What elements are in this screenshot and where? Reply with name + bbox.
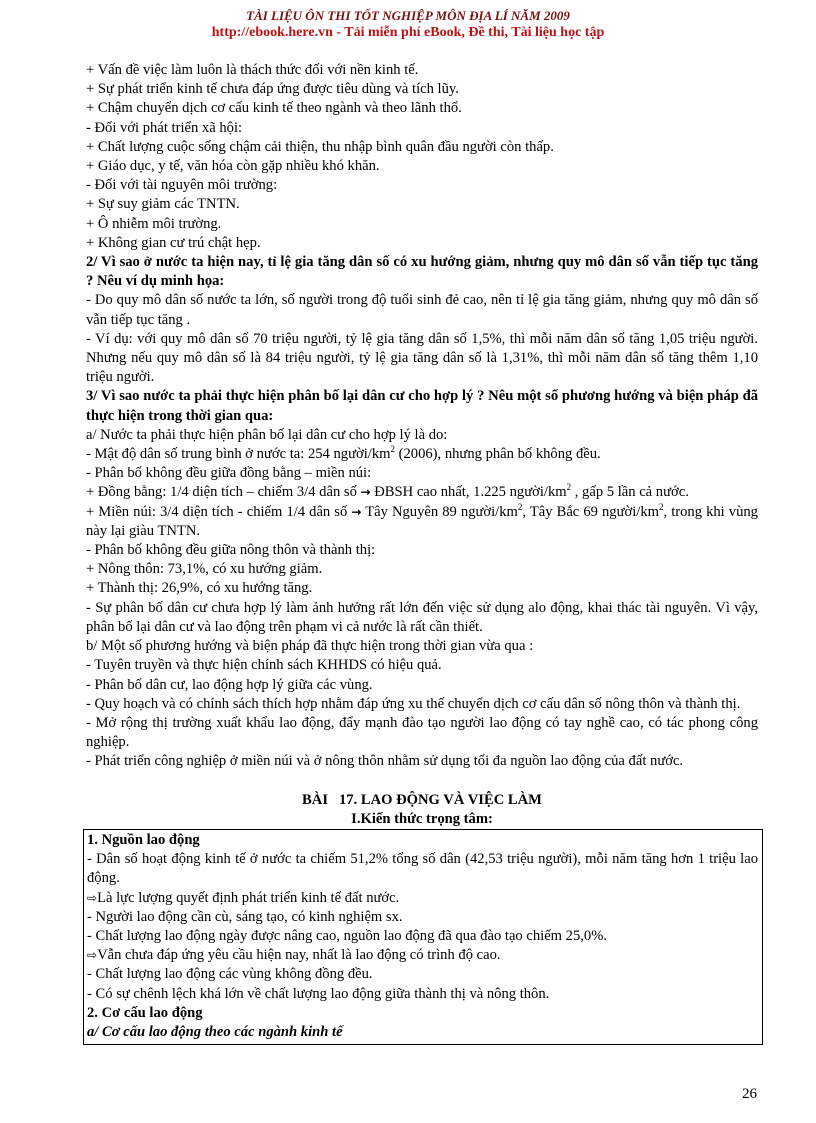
right-arrow-icon: → <box>351 504 362 519</box>
right-arrow-icon: → <box>360 485 371 500</box>
text-line: + Chất lượng cuộc sống chậm cải thiện, thu nhập bình quân đầu người còn thấp. <box>86 138 554 155</box>
superscript: 2 <box>658 501 664 512</box>
text-line: - Phát triển công nghiệp ở miền núi và ở nông thôn nhằm sử dụng tối đa nguồn lao động của đất nước. <box>86 753 684 770</box>
text-line: + Đồng bằng: 1/4 diện tích – chiếm 3/4 dân số → ĐBSH cao nhất, 1.225 người/$km^2$ , gấp 5 lần cả nước. <box>86 482 689 501</box>
text-line: - Quy hoạch và có chính sách thích hợp nhằm đáp ứng xu thế chuyển dịch cơ cấu dân số nông thôn và thành thị. <box>86 695 741 712</box>
summary-box <box>83 829 763 1045</box>
text-line: + Chậm chuyển dịch cơ cấu kinh tế theo ngành và theo lãnh thổ. <box>86 100 462 117</box>
text-line: - Mật độ dân số trung bình ở nước ta: 254 người/$km^2$ (2006), nhưng phân bố không đều. <box>86 444 601 463</box>
text-line: + Nông thôn: 73,1%, có xu hướng giảm. <box>86 561 323 578</box>
document-source-line <box>0 23 816 42</box>
superscript: 2 <box>517 501 523 512</box>
text-line: - Phân bố không đều giữa đồng bằng – miền núi: <box>86 465 372 482</box>
question-2-answer: - Do quy mô dân số nước ta lớn, số người trong độ tuổi sinh đẻ cao, nên tỉ lệ gia tăng giảm, nhưng quy mô dân số vẫn tiếp tục tăng . <box>86 292 758 328</box>
question-2-example: - Ví dụ: với quy mô dân số 70 triệu người, tỷ lệ gia tăng dân số 1,5%, thì mỗi năm dân số tăng 1,05 triệu người. Nhưng nếu quy mô dân số là 84 triệu người, tỷ lệ gia tăng dân số là 1,31%, thì mỗi năm dân số tăng thêm 1,10 triệu người. <box>86 330 758 386</box>
section-heading: 1. Nguồn lao động <box>87 831 200 848</box>
text-line: - Mở rộng thị trường xuất khẩu lao động, đẩy mạnh đào tạo người lao động có tay nghề cao, có tác phong công nghiệp. <box>86 714 758 751</box>
text-line: - Chất lượng lao động các vùng không đồng đều. <box>87 966 373 983</box>
text-line: + Giáo dục, y tế, văn hóa còn gặp nhiều khó khăn. <box>86 158 380 175</box>
hollow-arrow-icon: ⇨ <box>87 890 98 905</box>
text-line: - Sự phân bố dân cư chưa hợp lý làm ảnh hưởng rất lớn đến việc sử dụng alo động, khai thác tài nguyên. Vì vậy, phân bố lại dân cư và lao động trên phạm vi cả nước là rất cần thiết. <box>86 599 758 635</box>
text-line: - Tuyên truyền và thực hiện chính sách KHHDS có hiệu quả. <box>86 657 442 674</box>
text-line: + Ô nhiễm môi trường. <box>86 215 222 232</box>
text-line: - Chất lượng lao động ngày được nâng cao, nguồn lao động đã qua đào tạo chiếm 25,0%. <box>87 927 608 944</box>
question-3-heading: 3/ Vì sao nước ta phải thực hiện phân bố lại dân cư cho hợp lý ? Nêu một số phương hướng và biện pháp đã thực hiện trong thời gian qua: <box>86 388 758 424</box>
text-line: + Thành thị: 26,9%, có xu hướng tăng. <box>86 580 313 597</box>
text-line: a/ Nước ta phải thực hiện phân bố lại dân cư cho hợp lý là do: <box>86 426 448 443</box>
text-line: - Phân bố không đều giữa nông thôn và thành thị: <box>86 542 376 559</box>
text-line: - Đối với tài nguyên môi trường: <box>86 177 278 194</box>
source-link[interactable]: http://ebook.here.vn <box>211 25 333 40</box>
text-line: + Không gian cư trú chật hẹp. <box>86 234 261 251</box>
source-tagline: Tải miễn phí eBook, Đề thi, Tài liệu học tập <box>344 25 605 40</box>
text-line: + Sự phát triển kinh tế chưa đáp ứng được tiêu dùng và tích lũy. <box>86 81 459 98</box>
separator: - <box>332 25 345 40</box>
text-line: + Miền núi: 3/4 diện tích - chiếm 1/4 dân số → Tây Nguyên 89 người/$km^2$, Tây Bắc 69 người/$km^2$, trong khi vùng này lại giàu TNTN. <box>86 501 758 539</box>
lesson-subtitle: I.Kiến thức trọng tâm: <box>351 810 493 827</box>
page-number: 26 <box>742 1086 757 1102</box>
subsection-heading: a/ Cơ cấu lao động theo các ngành kinh tế <box>87 1023 343 1040</box>
main-content <box>86 61 758 1045</box>
text-line: + Vấn đề việc làm luôn là thách thức đối với nền kinh tế. <box>86 62 419 78</box>
text-line: b/ Một số phương hướng và biện pháp đã thực hiện trong thời gian vừa qua : <box>86 638 534 655</box>
document-title: TÀI LIỆU ÔN THI TỐT NGHIỆP MÔN ĐỊA LÍ NĂM 2009 <box>246 8 570 23</box>
text-line: - Dân số hoạt động kinh tế ở nước ta chiếm 51,2% tổng số dân (42,53 triệu người), mỗi năm tăng hơn 1 triệu lao động. <box>87 851 758 887</box>
lesson-title: BÀI 17. LAO ĐỘNG VÀ VIỆC LÀM <box>302 791 542 808</box>
text-line: ⇨Vẫn chưa đáp ứng yêu cầu hiện nay, nhất là lao động có trình độ cao. <box>87 947 501 964</box>
superscript: 2 <box>566 482 572 493</box>
question-2-heading: 2/ Vì sao ở nước ta hiện nay, tỉ lệ gia tăng dân số có xu hướng giảm, nhưng quy mô dân số vẫn tiếp tục tăng ? Nêu ví dụ minh họa: <box>86 254 758 290</box>
text-line: - Người lao động cần cù, sáng tạo, có kinh nghiệm sx. <box>87 908 403 925</box>
text-line: - Phân bố dân cư, lao động hợp lý giữa các vùng. <box>86 676 373 693</box>
superscript: 2 <box>390 444 395 455</box>
text-line: - Đối với phát triển xã hội: <box>86 119 243 136</box>
text-line: ⇨Là lực lượng quyết định phát triển kinh tế đất nước. <box>87 889 400 906</box>
text-line: - Có sự chênh lệch khá lớn về chất lượng lao động giữa thành thị và nông thôn. <box>87 985 550 1002</box>
hollow-arrow-icon: ⇨ <box>87 948 98 963</box>
text-line: + Sự suy giảm các TNTN. <box>86 196 240 213</box>
section-heading: 2. Cơ cấu lao động <box>87 1004 203 1021</box>
